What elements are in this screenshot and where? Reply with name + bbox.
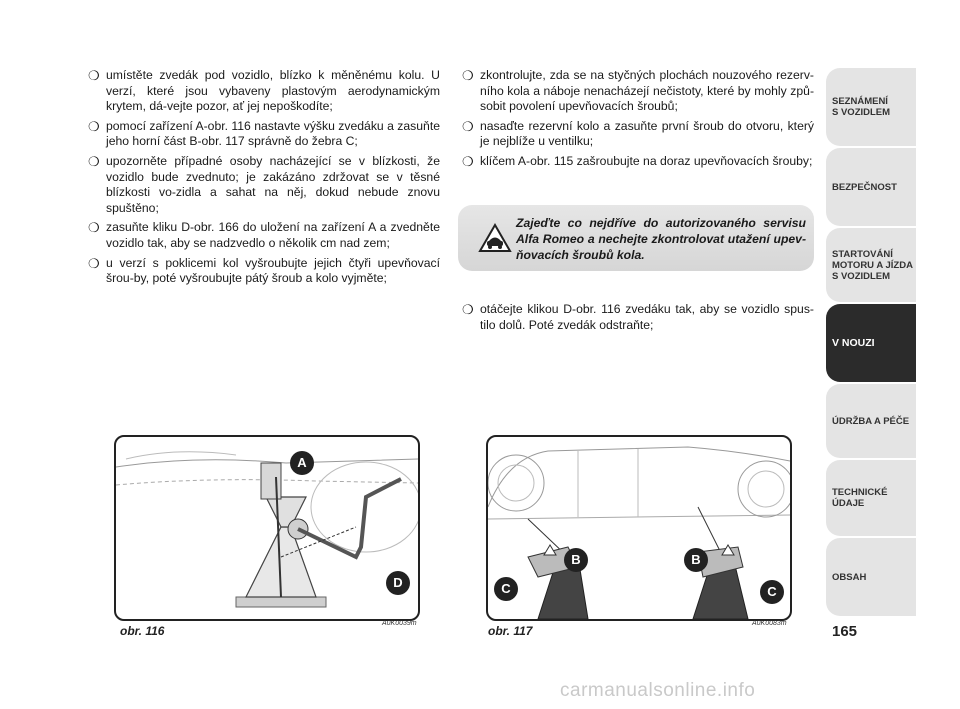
label-b-marker-right: B	[684, 548, 708, 572]
bullet-icon: ❍	[88, 68, 100, 83]
label-d-marker: D	[386, 571, 410, 595]
tab-v-nouzi[interactable]: V NOUZI	[826, 304, 916, 382]
bullet-icon: ❍	[462, 118, 474, 134]
right-column	[462, 68, 814, 174]
label-c-marker-right: C	[760, 580, 784, 604]
list-item: ❍ umístěte zvedák pod vozidlo, blízko k měněnému kolu. U verzí, které jsou vybaveny plastovým aerodynamickým krytem, dá-vejte pozor, ať jej nepoškodíte;	[88, 68, 440, 114]
watermark: carmanualsonline.info	[560, 680, 756, 701]
list-item: ❍ klíčem A-obr. 115 zašroubujte na doraz upevňovacích šrouby;	[462, 153, 813, 169]
label-b-marker-left: B	[564, 548, 588, 572]
car-side-illustration	[488, 437, 790, 619]
warning-box	[458, 205, 814, 271]
list-item: ❍ otáčejte klikou D-obr. 116 zvedáku tak, aby se vozidlo spus-tilo dolů. Poté zvedák odstraňte;	[462, 302, 814, 332]
list-item: ❍ u verzí s poklicemi kol vyšroubujte jejich čtyři upevňovací šrou-by, poté vyšroubujte pátý šroub a kolo vyjměte;	[88, 255, 440, 286]
figure-117-jack-points	[486, 435, 792, 621]
tab-seznameni[interactable]: SEZNÁMENÍ S VOZIDLEM	[826, 68, 916, 146]
tab-bezpecnost[interactable]: BEZPEČNOST	[826, 148, 916, 226]
figure-117-code: A0K0083m	[752, 620, 787, 627]
page-number: 165	[832, 623, 858, 640]
list-item: ❍ zasuňte kliku D-obr. 166 do uložení na zařízení A a zvedněte vozidlo tak, aby se nadzvedlo o několik cm nad zem;	[88, 220, 440, 250]
figure-116-code: A0K0039m	[382, 620, 417, 627]
right-column-continued	[462, 302, 814, 337]
figure-117-caption: obr. 117	[488, 624, 533, 638]
bullet-icon: ❍	[88, 220, 100, 236]
warning-car-lift-icon	[478, 223, 512, 253]
bullet-icon: ❍	[462, 302, 474, 317]
tab-technicke-udaje[interactable]: TECHNICKÉ ÚDAJE	[826, 460, 916, 536]
tab-udrzba[interactable]: ÚDRŽBA A PÉČE	[826, 384, 916, 458]
figure-116-jack	[114, 435, 420, 621]
list-item: ❍ nasaďte rezervní kolo a zasuňte první šroub do otvoru, který je nejblíže u ventilku;	[462, 118, 814, 149]
label-c-marker-left: C	[494, 577, 518, 601]
bullet-icon: ❍	[88, 255, 100, 271]
left-column	[88, 68, 440, 291]
jack-illustration	[116, 437, 418, 619]
bullet-icon: ❍	[88, 118, 100, 134]
tab-startovani[interactable]: STARTOVÁNÍ MOTORU A JÍZDA S VOZIDLEM	[826, 228, 916, 302]
list-item: ❍ pomocí zařízení A-obr. 116 nastavte výšku zvedáku a zasuňte jeho horní část B-obr. 117 správně do žebra C;	[88, 118, 440, 149]
warning-text: Zajeďte co nejdříve do autorizovaného servisu Alfa Romeo a nechejte zkontrolovat utažení upev-ňovacích šroubů kola.	[516, 216, 806, 262]
label-a-marker: A	[290, 451, 314, 475]
figure-116-caption: obr. 116	[120, 624, 165, 638]
tab-obsah[interactable]: OBSAH	[826, 538, 916, 616]
bullet-icon: ❍	[88, 153, 100, 169]
list-item: ❍ zkontrolujte, zda se na styčných plochách nouzového rezerv-ního kola a náboje nenacházejí nečistoty, které by mohly způ-sobit povolení upevňovacích šroubů;	[462, 68, 814, 114]
bullet-icon: ❍	[462, 68, 474, 83]
bullet-icon: ❍	[462, 153, 474, 169]
list-item: ❍ upozorněte případné osoby nacházející se v blízkosti, že vozidlo bude zvednuto; je zakázáno zdržovat se v těsné blízkosti vo-zidla a sahat na něj, dokud nebude znovu spuštěno;	[88, 153, 440, 215]
